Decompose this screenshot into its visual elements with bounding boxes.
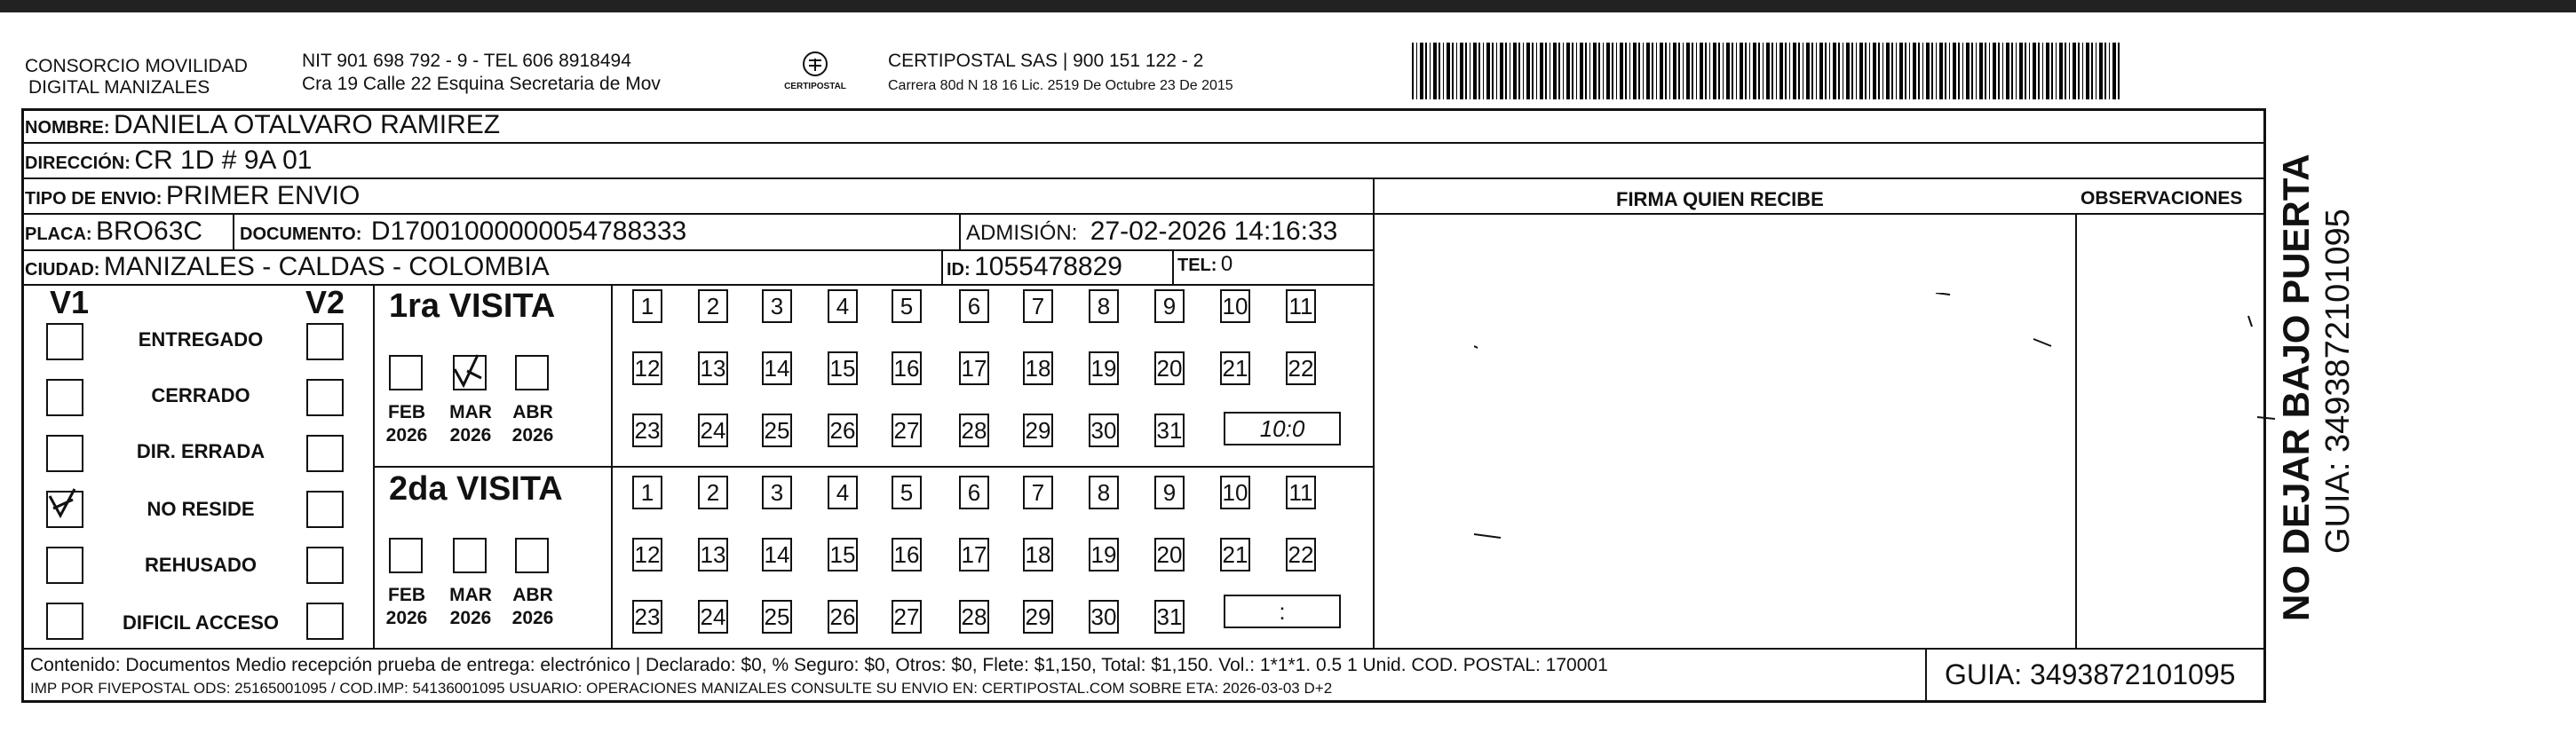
second-visit-title: 2da VISITA	[389, 470, 563, 508]
first-visit-day-box[interactable]: 1	[632, 289, 662, 323]
nombre-label: NOMBRE:	[25, 118, 110, 138]
v1-checkbox-cerrado[interactable]	[46, 379, 83, 416]
status-cerrado: CERRADO	[151, 384, 250, 406]
nit-line: NIT 901 698 792 - 9 - TEL 606 8918494	[302, 51, 631, 71]
side-guia: GUIA: 3493872101095	[2319, 209, 2357, 554]
month-box-abr-1[interactable]	[515, 355, 549, 390]
guia-footer: GUIA: 3493872101095	[1945, 658, 2236, 690]
first-visit-day-box[interactable]: 3	[762, 289, 792, 323]
month-feb-1: FEB	[388, 402, 425, 422]
second-visit-day-box[interactable]: 12	[632, 538, 662, 571]
second-visit-day-box[interactable]: 10	[1220, 476, 1250, 509]
documento-value: D17001000000054788333	[370, 217, 687, 246]
month-box-mar-2[interactable]	[453, 538, 487, 573]
second-visit-day-box[interactable]: 15	[828, 538, 858, 571]
second-visit-day-box[interactable]: 20	[1154, 538, 1185, 571]
status-dir-errada: DIR. ERRADA	[136, 440, 266, 462]
row-line	[21, 142, 2266, 144]
ciudad-cell	[25, 252, 550, 282]
month-mar-1: MAR	[449, 402, 492, 422]
first-visit-day-box[interactable]: 9	[1154, 289, 1185, 323]
first-visit-day-box[interactable]: 7	[1023, 289, 1053, 323]
first-visit-day-box[interactable]: 10	[1220, 289, 1250, 323]
first-visit-day-box[interactable]: 17	[959, 351, 989, 385]
no-dejar-bajo-puerta: NO DEJAR BAJO PUERTA	[2275, 154, 2317, 621]
admision-label: ADMISIÓN:	[966, 221, 1078, 245]
signature-specks	[1474, 293, 2362, 559]
first-visit-day-box[interactable]: 15	[828, 351, 858, 385]
footer-imp-line: IMP POR FIVEPOSTAL ODS: 25165001095 / COD.IMP: 54136001095 USUARIO: OPERACIONES MANIZALES CONSULTE SU ENVIO EN: CERTIPOSTAL.COM SOBRE ETA: 2026-03-03 D+2	[30, 680, 1333, 697]
month-feb-2: FEB	[388, 585, 425, 605]
v1-checkbox-no-reside[interactable]	[46, 491, 83, 528]
v2-checkbox-dificil-acceso[interactable]	[306, 603, 344, 640]
month-box-feb-1[interactable]	[389, 355, 423, 390]
speck-marks-icon	[1474, 293, 2362, 559]
first-visit-day-box[interactable]: 29	[1023, 414, 1053, 447]
direccion-row	[25, 146, 312, 176]
second-visit-day-box[interactable]: 26	[828, 600, 858, 634]
admision-value: 27-02-2026 14:16:33	[1090, 217, 1338, 246]
id-label: ID:	[947, 260, 971, 280]
status-dificil-acceso: DIFICIL ACCESO	[122, 611, 279, 634]
month-mar-2: MAR	[449, 585, 492, 605]
first-visit-day-box[interactable]: 28	[959, 414, 989, 447]
first-visit-day-box[interactable]: 20	[1154, 351, 1185, 385]
second-visit-day-box[interactable]: 21	[1220, 538, 1250, 571]
second-visit-day-box[interactable]: 13	[698, 538, 728, 571]
first-visit-day-box[interactable]: 30	[1089, 414, 1119, 447]
year-mar-2: 2026	[449, 608, 492, 628]
v1-checkbox-rehusado[interactable]	[46, 547, 83, 584]
first-visit-day-box[interactable]: 19	[1089, 351, 1119, 385]
first-visit-day-box[interactable]: 24	[698, 414, 728, 447]
second-visit-day-box[interactable]: 25	[762, 600, 792, 634]
v2-checkbox-cerrado[interactable]	[306, 379, 344, 416]
first-visit-day-box[interactable]: 14	[762, 351, 792, 385]
second-visit-time-box[interactable]	[1224, 595, 1341, 628]
first-visit-day-box[interactable]: 2	[698, 289, 728, 323]
row-line	[21, 249, 1373, 251]
second-visit-day-box[interactable]: 11	[1286, 476, 1316, 509]
first-visit-day-box[interactable]: 21	[1220, 351, 1250, 385]
v2-checkbox-no-reside[interactable]	[306, 491, 344, 528]
first-visit-day-box[interactable]: 5	[892, 289, 922, 323]
cell-divider	[233, 213, 234, 249]
id-value: 1055478829	[974, 252, 1122, 281]
second-visit-day-box[interactable]: 18	[1023, 538, 1053, 571]
second-visit-day-box[interactable]: 28	[959, 600, 989, 634]
certipostal-address: Carrera 80d N 18 16 Lic. 2519 De Octubre 23 De 2015	[888, 78, 1233, 93]
direccion-label: DIRECCIÓN:	[25, 154, 131, 173]
year-feb-2: 2026	[385, 608, 428, 628]
second-visit-day-box[interactable]: 19	[1089, 538, 1119, 571]
month-box-abr-2[interactable]	[515, 538, 549, 573]
second-visit-day-box[interactable]: 24	[698, 600, 728, 634]
col-line-firma	[1373, 177, 1375, 648]
year-abr-2: 2026	[511, 608, 554, 628]
first-visit-day-box[interactable]: 4	[828, 289, 858, 323]
certipostal-logo	[780, 46, 851, 99]
nombre-value: DANIELA OTALVARO RAMIREZ	[114, 110, 501, 139]
first-visit-title: 1ra VISITA	[389, 288, 556, 325]
v1-checkbox-dir-errada[interactable]	[46, 435, 83, 472]
ciudad-label: CIUDAD:	[25, 260, 100, 280]
first-visit-day-box[interactable]: 22	[1286, 351, 1316, 385]
ciudad-value: MANIZALES - CALDAS - COLOMBIA	[103, 252, 550, 281]
tipo-value: PRIMER ENVIO	[165, 181, 361, 210]
first-visit-day-box[interactable]: 23	[632, 414, 662, 447]
row-line	[21, 284, 1373, 286]
tel-cell	[1177, 252, 1233, 277]
second-visit-day-box[interactable]: 29	[1023, 600, 1053, 634]
documento-cell	[240, 217, 686, 247]
second-visit-day-box[interactable]: 7	[1023, 476, 1053, 509]
placa-cell	[25, 217, 202, 247]
check-scribble-icon	[451, 351, 487, 389]
company-name-line1: CONSORCIO MOVILIDAD	[25, 56, 248, 76]
row-line	[21, 177, 2266, 179]
cell-divider	[959, 213, 961, 249]
placa-label: PLACA:	[25, 225, 92, 244]
second-visit-day-box[interactable]: 16	[892, 538, 922, 571]
first-visit-day-box[interactable]: 6	[959, 289, 989, 323]
second-visit-day-box[interactable]: 31	[1154, 600, 1185, 634]
first-visit-day-box[interactable]: 31	[1154, 414, 1185, 447]
month-box-mar-1[interactable]	[453, 355, 487, 390]
col-header-line	[1373, 213, 2266, 215]
second-visit-day-box[interactable]: 14	[762, 538, 792, 571]
year-mar-1: 2026	[449, 425, 492, 445]
second-visit-day-box[interactable]: 3	[762, 476, 792, 509]
first-visit-day-box[interactable]: 27	[892, 414, 922, 447]
first-visit-day-box[interactable]: 18	[1023, 351, 1053, 385]
second-visit-day-box[interactable]: 23	[632, 600, 662, 634]
status-entregado: ENTREGADO	[138, 328, 264, 351]
visit-divider	[373, 466, 1373, 468]
second-visit-day-box[interactable]: 17	[959, 538, 989, 571]
month-abr-1: ABR	[512, 402, 553, 422]
v2-label: V2	[305, 284, 345, 320]
observaciones-header: OBSERVACIONES	[2081, 188, 2243, 209]
first-visit-time-box[interactable]	[1224, 412, 1341, 445]
first-visit-day-box[interactable]: 13	[698, 351, 728, 385]
checkmark-icon	[44, 485, 82, 523]
second-visit-day-box[interactable]: 9	[1154, 476, 1185, 509]
year-feb-1: 2026	[385, 425, 428, 445]
year-abr-1: 2026	[511, 425, 554, 445]
v2-checkbox-entregado[interactable]	[306, 323, 344, 360]
barcode	[1412, 43, 2122, 99]
first-visit-day-box[interactable]: 26	[828, 414, 858, 447]
second-visit-time: :	[1279, 598, 1286, 625]
v1-label: V1	[50, 284, 90, 320]
second-visit-day-box[interactable]: 22	[1286, 538, 1316, 571]
top-edge-band	[0, 0, 2576, 12]
tipo-label: TIPO DE ENVIO:	[25, 189, 162, 209]
tel-label: TEL:	[1177, 256, 1217, 275]
v1-checkbox-entregado[interactable]	[46, 323, 83, 360]
id-cell	[947, 252, 1122, 282]
footer-content-line: Contenido: Documentos Medio recepción prueba de entrega: electrónico | Declarado: $0, % Seguro: $0, Otros: $0, Flete: $1,150, Total: $1,150. Vol.: 1*1*1. 0.5 1 Unid. COD. POSTAL: 170001	[30, 655, 1608, 675]
cell-divider	[941, 249, 943, 284]
nombre-row	[25, 110, 500, 140]
placa-value: BRO63C	[96, 217, 203, 246]
status-rehusado: REHUSADO	[145, 554, 257, 576]
first-visit-day-box[interactable]: 8	[1089, 289, 1119, 323]
admision-cell	[966, 217, 1337, 247]
company-name-line2: DIGITAL MANIZALES	[28, 77, 210, 98]
v2-checkbox-dir-errada[interactable]	[306, 435, 344, 472]
certipostal-logo-icon	[780, 46, 851, 99]
first-visit-day-box[interactable]: 16	[892, 351, 922, 385]
month-box-feb-2[interactable]	[389, 538, 423, 573]
logo-text: CERTIPOSTAL	[784, 82, 846, 91]
status-no-reside: NO RESIDE	[147, 498, 255, 520]
certipostal-line: CERTIPOSTAL SAS | 900 151 122 - 2	[888, 51, 1204, 71]
address-line: Cra 19 Calle 22 Esquina Secretaria de Mov	[302, 74, 661, 94]
tel-value: 0	[1220, 252, 1233, 276]
second-visit-day-box[interactable]: 6	[959, 476, 989, 509]
month-abr-2: ABR	[512, 585, 553, 605]
first-visit-day-box[interactable]: 12	[632, 351, 662, 385]
second-visit-day-box[interactable]: 8	[1089, 476, 1119, 509]
second-visit-day-box[interactable]: 4	[828, 476, 858, 509]
second-visit-day-box[interactable]: 2	[698, 476, 728, 509]
tipo-row	[25, 181, 360, 211]
v1-checkbox-dificil-acceso[interactable]	[46, 603, 83, 640]
cell-divider	[1172, 249, 1174, 284]
second-visit-day-box[interactable]: 5	[892, 476, 922, 509]
firma-header: FIRMA QUIEN RECIBE	[1616, 188, 1824, 210]
v2-checkbox-rehusado[interactable]	[306, 547, 344, 584]
first-visit-time: 10:0	[1259, 415, 1305, 442]
direccion-value: CR 1D # 9A 01	[134, 146, 313, 175]
first-visit-day-box[interactable]: 11	[1286, 289, 1316, 323]
second-visit-day-box[interactable]: 1	[632, 476, 662, 509]
first-visit-day-box[interactable]: 25	[762, 414, 792, 447]
documento-label: DOCUMENTO:	[240, 225, 362, 244]
second-visit-day-box[interactable]: 30	[1089, 600, 1119, 634]
second-visit-day-box[interactable]: 27	[892, 600, 922, 634]
